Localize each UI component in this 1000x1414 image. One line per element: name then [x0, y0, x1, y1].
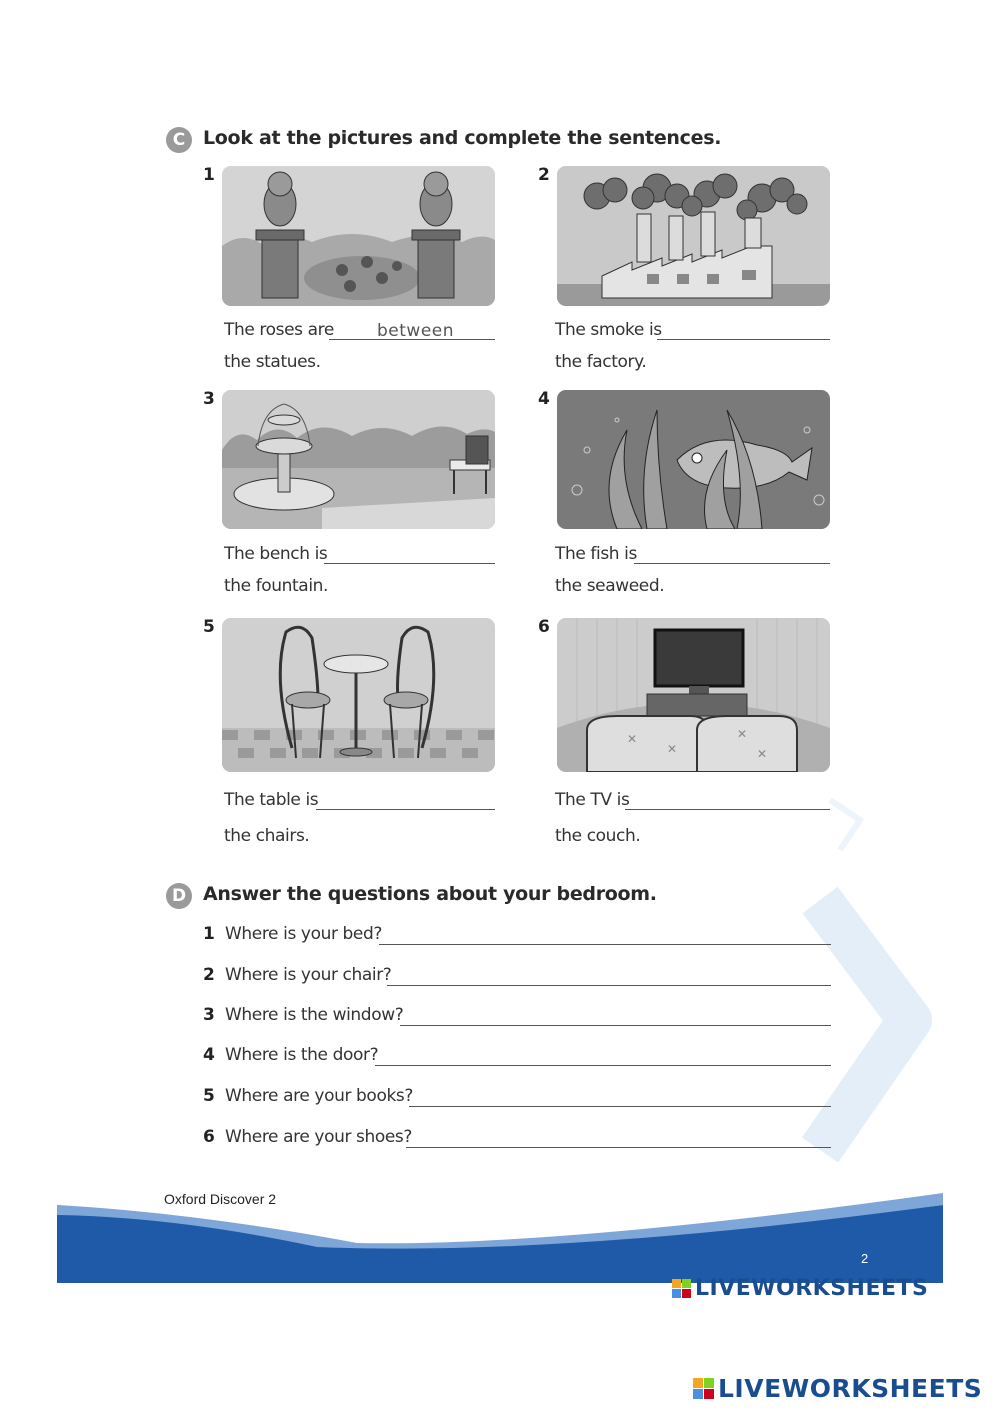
picture-fountain-bench	[222, 390, 495, 529]
question-text: Where are your books?	[225, 1086, 413, 1106]
answer-text: between	[377, 321, 455, 341]
answer-line[interactable]	[406, 1147, 831, 1148]
section-d-badge: D	[166, 883, 192, 909]
question-number: 3	[203, 1005, 215, 1025]
logo-icon	[693, 1378, 714, 1399]
answer-line[interactable]	[387, 985, 831, 986]
question-number: 4	[203, 1045, 215, 1065]
question-text: Where is your bed?	[225, 924, 382, 944]
liveworksheets-logo-inner	[672, 1276, 928, 1301]
svg-text:✕: ✕	[737, 727, 748, 741]
watermark-chevron	[800, 790, 950, 1170]
sentence-end: the seaweed.	[555, 576, 665, 596]
item-number: 1	[203, 165, 215, 185]
question-text: Where is the door?	[225, 1045, 379, 1065]
item-number: 4	[538, 389, 550, 409]
item-number: 2	[538, 165, 550, 185]
svg-text:✕: ✕	[667, 742, 678, 756]
answer-line[interactable]	[400, 1025, 831, 1026]
section-c-title: Look at the pictures and complete the sentences.	[203, 127, 722, 149]
answer-line[interactable]	[634, 563, 830, 564]
sentence-start: The TV is	[555, 790, 630, 810]
svg-text:✕: ✕	[627, 732, 638, 746]
sentence-start: The roses are	[224, 320, 334, 340]
question-text: Where are your shoes?	[225, 1127, 413, 1147]
picture-tv-couch	[557, 618, 830, 772]
answer-line[interactable]	[324, 563, 495, 564]
logo-text: LIVEWORKSHEETS	[718, 1374, 983, 1403]
liveworksheets-logo[interactable]	[693, 1374, 982, 1403]
section-d-title: Answer the questions about your bedroom.	[203, 883, 657, 905]
item-number: 5	[203, 617, 215, 637]
answer-line[interactable]	[316, 809, 495, 810]
question-text: Where is your chair?	[225, 965, 392, 985]
answer-line[interactable]	[657, 339, 830, 340]
sentence-end: the chairs.	[224, 826, 310, 846]
svg-text:✕: ✕	[757, 747, 768, 761]
sentence-start: The smoke is	[555, 320, 662, 340]
question-text: Where is the window?	[225, 1005, 404, 1025]
picture-statues-roses	[222, 166, 495, 306]
picture-factory-smoke	[557, 166, 830, 306]
footer-book-title: Oxford Discover 2	[164, 1191, 277, 1207]
sentence-end: the statues.	[224, 352, 321, 372]
picture-fish-seaweed	[557, 390, 830, 529]
answer-line[interactable]	[375, 1065, 831, 1066]
sentence-start: The bench is	[224, 544, 328, 564]
picture-table-chairs	[222, 618, 495, 772]
sentence-start: The table is	[224, 790, 319, 810]
answer-line[interactable]	[379, 944, 831, 945]
question-number: 1	[203, 924, 215, 944]
logo-icon	[672, 1279, 691, 1298]
sentence-end: the couch.	[555, 826, 641, 846]
question-number: 5	[203, 1086, 215, 1106]
item-number: 6	[538, 617, 550, 637]
footer-page-number: 2	[861, 1251, 869, 1266]
item-number: 3	[203, 389, 215, 409]
answer-line[interactable]	[409, 1106, 831, 1107]
question-number: 2	[203, 965, 215, 985]
sentence-end: the fountain.	[224, 576, 329, 596]
question-number: 6	[203, 1127, 215, 1147]
answer-line[interactable]	[625, 809, 830, 810]
logo-text: LIVEWORKSHEETS	[695, 1276, 929, 1301]
sentence-end: the factory.	[555, 352, 647, 372]
section-c-badge: C	[166, 127, 192, 153]
sentence-start: The fish is	[555, 544, 637, 564]
